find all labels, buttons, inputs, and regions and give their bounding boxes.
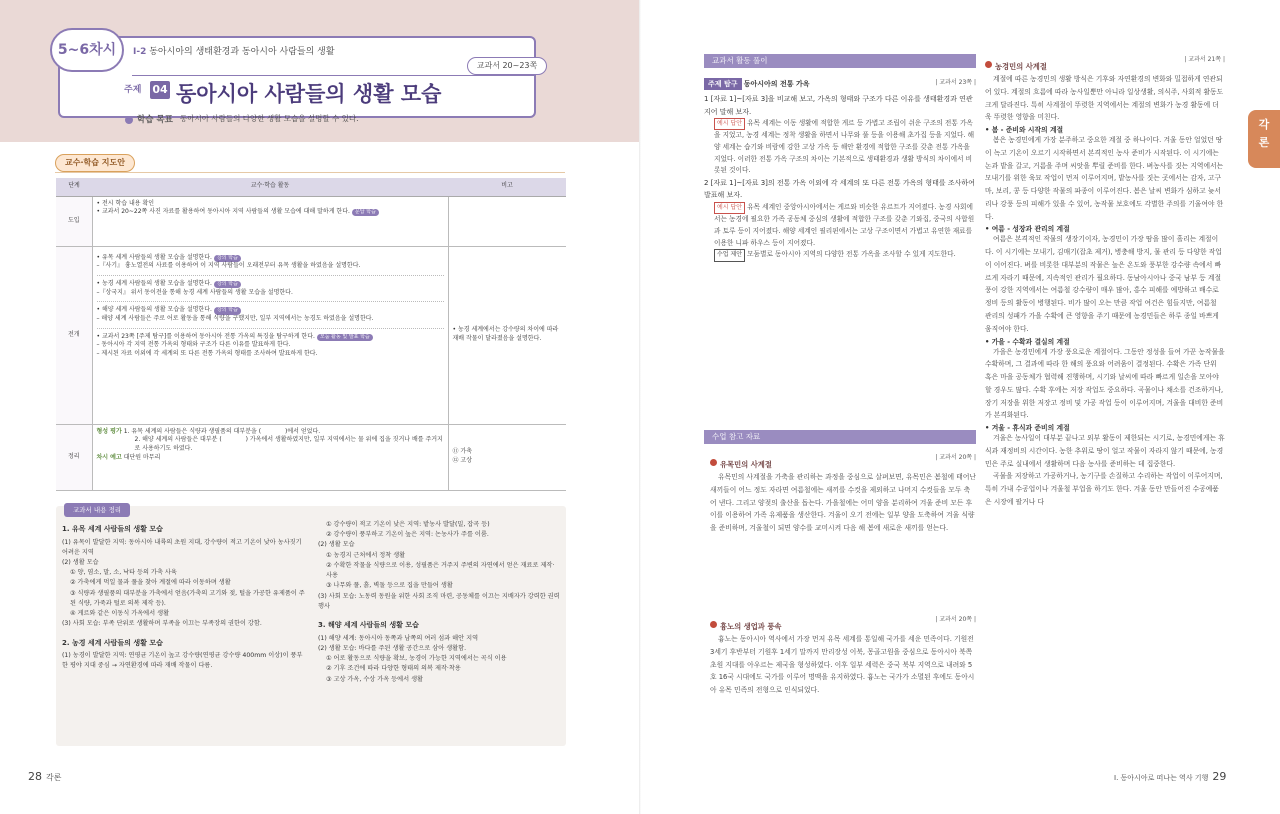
ref-page: | 교과서 21쪽 | bbox=[1184, 56, 1225, 63]
summary-line: (2) 생활 모습 bbox=[318, 541, 355, 549]
table-row bbox=[56, 246, 566, 424]
section-badge: 교수·학습 지도안 bbox=[55, 154, 135, 172]
topic-label: 주제 bbox=[124, 85, 142, 95]
summary-line: ③ 고상 가옥, 수상 가옥 등에서 생활 bbox=[326, 675, 424, 683]
summary-line: ① 양, 염소, 말, 소, 낙타 등의 가축 사육 bbox=[70, 569, 177, 577]
answer-tag: 예시 답안 bbox=[714, 202, 745, 215]
activity-text: – 동아시아 각 지역 전통 가옥의 형태와 구조가 다른 이유를 발표하게 한다. bbox=[96, 341, 291, 349]
page-number-right bbox=[1114, 770, 1226, 783]
page-gutter bbox=[639, 0, 641, 814]
summary-line: ② 강수량이 풍부하고 기온이 높은 지역: 논농사가 주를 이룸. bbox=[326, 531, 489, 539]
activity-block bbox=[97, 302, 444, 328]
reference-block-3 bbox=[985, 54, 1225, 509]
answer-1-text: 유목 세계는 이동 생활에 적합한 게르 등 가볍고 조립이 쉬운 구조의 전통 가옥을 지었고, 농경 세계는 정착 생활을 하면서 나무와 풀 등을 이용해 초가집 등을 지었다. 해양 세계는 습기와 비람에 강한 고상 가옥 등 해안 환경에 적합한 구조를 갖춘 전통 가옥을 지었다. 이러한 전통 가옥 구조의 차이는 기본적으로 생태환경과 생활 방식의 차이에서 비롯된 것이다. bbox=[714, 118, 975, 175]
season-heading: • 여름 - 성장과 관리의 계절 bbox=[985, 225, 1070, 234]
activity-text: • 교과서 20~22쪽 사진 자료를 활용하여 동아시아 지역 사람들의 생활 모습에 대해 말하게 한다. bbox=[96, 208, 350, 216]
ref-title: 농경민의 사계절 bbox=[995, 62, 1047, 71]
activity-column bbox=[704, 78, 976, 262]
summary-line: ① 농경지 근처에서 정착 생활 bbox=[326, 551, 406, 559]
ref-text: 흉노는 동아시아 역사에서 가장 먼저 유목 세계를 통일해 국가를 세운 민족이다. 기원전 3세기 후반부터 기원후 1세기 말까지 만리장성 이북, 몽골고원을 중심으로 동아시아 북쪽 초원 지대를 아우르는 제국을 형성하였다. 이후 일부 세력은 중국 북부 지역으로 내려와 5호 16국 시대에도 국가를 이루어 명맥을 유지하였다. 흉노는 국가가 소멸된 후에도 동아시아 유목 민족의 전형으로 인식되었다. bbox=[710, 635, 975, 695]
note-cell bbox=[448, 424, 566, 490]
unit-title bbox=[133, 44, 335, 57]
explore-ref: | 교과서 23쪽 | bbox=[935, 79, 976, 86]
summary-line: (3) 사회 모습: 부족 단위로 생활하며 부족을 이끄는 부족장의 권한이 강함. bbox=[62, 620, 262, 628]
next-text: 대단원 마무리 bbox=[123, 453, 161, 461]
season-heading: • 가을 - 수확과 결실의 계절 bbox=[985, 337, 1070, 346]
answer-tag: 예시 답안 bbox=[714, 118, 745, 131]
summary-heading: 3. 해양 세계 사람들의 생활 모습 bbox=[318, 621, 419, 630]
summary-line: (1) 해양 세계: 동아시아 동쪽과 남쪽의 여러 섬과 해안 지역 bbox=[318, 634, 479, 642]
summary-line: ④ 게르와 같은 이동식 가옥에서 생활 bbox=[70, 610, 170, 618]
activity-text: –『상국지』 위서 동이전을 통해 농경 세계 사람들의 생활 모습을 설명한다. bbox=[96, 288, 293, 296]
activity-cell bbox=[92, 246, 448, 424]
section-side-tab bbox=[1248, 110, 1280, 168]
activity-heading: 교과서 활동 풀이 bbox=[704, 54, 976, 68]
season-text: 여름은 본격적인 작물의 생장기이자, 농경민이 가장 땀을 많이 흘리는 계절이다. 이 시기에는 모내기, 김매기(잡초 제거), 병충해 방지, 물 관리 등 다양한 작업이 이어진다. 벼를 비롯한 대부분의 작물은 높은 온도와 풍부한 강수량 속에서 빠르게 자라기 때문에, 지속적인 관리가 필요하다. 동남아시아나 중국 남부 등 계절풍이 강한 지역에서는 여름철 강수량이 매우 많아, 홍수 피해를 예방하고 배수로 정비 등의 활동이 병행된다. 비가 많이 오는 만큼 작업 여건은 힘들지만, 여름철 관리의 성패가 가을 수확에 큰 영향을 주기 때문에 농경민들은 하루 종일 바쁘게 움직여야 한다. bbox=[985, 235, 1222, 333]
ref-title: 유목민의 사계절 bbox=[720, 460, 772, 469]
suggestion-text: 모둠별로 동아시아 지역의 다양한 전통 가옥을 조사할 수 있게 지도한다. bbox=[747, 250, 956, 259]
ref-title: 흉노의 생업과 풍속 bbox=[720, 622, 782, 631]
col-header-activity: 교수·학습 활동 bbox=[92, 178, 448, 196]
question-1: 1 [자료 1]~[자료 3]을 비교해 보고, 가옥의 형태와 구조가 다른 이유를 생태환경과 연관 지어 말해 보자. bbox=[704, 95, 973, 116]
activity-block bbox=[97, 329, 444, 363]
method-pill: 강의 학습 bbox=[214, 307, 241, 314]
summary-line: (1) 농경이 발달한 지역: 연평균 기온이 높고 강수량(연평균 강수량 400mm 이상)이 풍부한 평야 지대 중심 → 자연환경에 따라 재배 작물이 다름. bbox=[62, 652, 303, 670]
header-divider bbox=[132, 75, 536, 76]
answer-2: ⑫ 고상 bbox=[452, 457, 472, 464]
activity-text: – 제시된 자료 이외에 각 세계의 또 다른 전통 가옥의 형태를 조사하여 발표하게 한다. bbox=[96, 350, 318, 357]
activity-block bbox=[97, 276, 444, 302]
method-pill: 강의 학습 bbox=[214, 255, 241, 262]
topic-title: 동아시아 사람들의 생활 모습 bbox=[176, 82, 442, 106]
answer-2-text: 유목 세계인 중앙아시아에서는 게르와 비슷한 유르트가 지어졌다. 농경 사회에서는 농경에 필요한 가족 공동체 중심의 생활에 적합한 구조를 갖춘 기와집, 중국의 사합원과 토루 등이 지어졌다. 해양 세계인 필리핀에서는 고상 구조이면서 가볍고 유연한 재료를 이용한 니파 하우스 등이 지어졌다. bbox=[714, 202, 975, 247]
answer-1: ⑪ 가축 bbox=[452, 448, 472, 456]
summary-line: ③ 식량과 생필품의 대부분을 가축에서 얻음(가축의 고기와 젖, 털을 가공한 유제품이 주된 식량, 가죽과 털로 의복 제작 등). bbox=[70, 589, 305, 607]
page-num: 29 bbox=[1212, 770, 1227, 783]
next-label: 차시 예고 bbox=[96, 453, 122, 461]
summary-line: (2) 생활 모습 bbox=[62, 559, 99, 567]
note-cell bbox=[448, 196, 566, 246]
reference-heading: 수업 참고 자료 bbox=[704, 430, 976, 444]
summary-column-2 bbox=[318, 520, 560, 685]
page-num: 28 bbox=[28, 770, 42, 783]
summary-line: ③ 나무와 풀, 흙, 벽돌 등으로 집을 만들어 생활 bbox=[326, 582, 453, 590]
summary-heading: 2. 농경 세계 사람들의 생활 모습 bbox=[62, 638, 163, 647]
textbook-ref-tag: 교과서 20~23쪽 bbox=[467, 57, 547, 75]
goal-label: 학습 목표 bbox=[137, 115, 173, 125]
side-tab-label: 각론 bbox=[1258, 118, 1270, 149]
summary-line: (2) 생활 모습: 바다를 주된 생활 공간으로 삼아 생활함. bbox=[318, 644, 467, 652]
activity-text: – 해양 세계 사람들은 주로 어로 활동을 통해 식량을 구했지만, 일부 지역에서는 농경도 하였음을 설명한다. bbox=[96, 314, 374, 322]
stage-cell: 정리 bbox=[56, 424, 92, 490]
summary-line: ① 강수량이 적고 기온이 낮은 지역: 밭농사 발달(밀, 잡곡 등) bbox=[326, 521, 490, 528]
summary-line: (1) 유목이 발달한 지역: 동아시아 내륙의 초원 지대, 강수량이 적고 기온이 낮아 농사짓기 어려운 지역 bbox=[62, 538, 302, 556]
table-header-row bbox=[56, 178, 566, 196]
ref-page: | 교과서 20쪽 | bbox=[935, 454, 976, 461]
season-text: 곡물을 저장하고 가공하거나, 농기구를 손질하고 수리하는 작업이 이루어지며, 특히 가내 수공업이나 겨울철 부업을 하기도 한다. 겨울 동안 만들어진 수공예품은 시장에 팔거나 다 bbox=[985, 472, 1223, 506]
stage-cell: 전개 bbox=[56, 246, 92, 424]
col-header-stage: 단계 bbox=[56, 178, 92, 196]
unit-code: Ⅰ-2 bbox=[133, 47, 147, 57]
page-label: Ⅰ. 동아시아로 떠나는 역사 기행 bbox=[1114, 774, 1209, 782]
ref-text: 계절에 따른 농경민의 생활 방식은 기후와 자연환경의 변화와 밀접하게 연관되어 있다. 계절의 흐름에 따라 농사일뿐만 아니라 일상생활, 의식주, 사회적 활동도 크게 달라진다. 특히 사계절이 뚜렷한 지역에서는 계절의 변화가 농경 활동에 더욱 뚜렷한 영향을 미친다. bbox=[985, 75, 1224, 122]
activity-line: • 전시 학습 내용 확인 bbox=[96, 199, 155, 207]
summary-line: ② 가축에게 먹일 물과 풀을 찾아 계절에 따라 이동하며 생활 bbox=[70, 579, 231, 587]
summary-line: ② 수확한 작물을 식량으로 이용, 성필품은 거주지 주변의 자연에서 얻은 재료로 제작·사용 bbox=[326, 561, 555, 580]
activity-text: • 해양 세계 사람들의 생활 모습을 설명한다. bbox=[96, 306, 212, 314]
activity-text: • 교과서 23쪽 [주제 탐구]를 이용하여 동아시아 전통 가옥의 특징을 탐구하게 한다. bbox=[96, 332, 315, 340]
col-header-note: 비고 bbox=[448, 178, 566, 196]
activity-block bbox=[97, 250, 444, 276]
eval-q2: 2. 해양 세계의 사람들은 대부분 ( ) 가옥에서 생활하였지만, 일부 지역에서는 물 위에 집을 짓거나 배를 주거지로 사용하기도 하였다. bbox=[134, 436, 443, 452]
reference-block-2 bbox=[710, 614, 976, 697]
summary-tag: 교과서 내용 정리 bbox=[64, 503, 130, 517]
bullet-icon bbox=[710, 621, 717, 628]
period-badge: 5~6차시 bbox=[50, 28, 124, 72]
activity-line bbox=[97, 208, 444, 217]
summary-line: ① 어로 활동으로 식량을 확보, 농경이 가능한 지역에서는 곡식 이용 bbox=[326, 655, 507, 663]
summary-heading: 1. 유목 세계 사람들의 생활 모습 bbox=[62, 525, 163, 533]
method-pill: 강의 학습 bbox=[214, 281, 241, 288]
table-row bbox=[56, 196, 566, 246]
activity-text: –『사기』 흉노열전의 사료를 이용하여 이 지역 사람들이 오래전부터 유목 생활을 하였음을 설명한다. bbox=[96, 262, 361, 270]
goal-text: 동아시아 사람들의 다양한 생활 모습을 설명할 수 있다. bbox=[180, 114, 359, 123]
note-cell: • 농경 세계에서는 강수량의 차이에 따라 재배 작물이 달라졌음을 설명한다. bbox=[448, 246, 566, 424]
activity-cell bbox=[92, 196, 448, 246]
ref-page: | 교과서 20쪽 | bbox=[935, 616, 976, 623]
stage-cell: 도입 bbox=[56, 196, 92, 246]
method-pill: 문답 학습 bbox=[352, 209, 379, 216]
ref-text: 유목민의 사계절을 가축을 관리하는 과정을 중심으로 살펴보면, 유목민은 봄철에 태어난 새끼들이 어느 정도 자라면 여름철에는 새끼를 수컷을 제외하고 나머지 수컷들을 모두 축어 낸다. 그리고 양젖의 출산을 돕는다. 가을철에는 어미 양을 분리하여 겨울 준비 모든 후 이를 이용하여 가족 유제품을 생산한다. 겨울이 오기 전에는 일부 양을 도축하여 겨울 식량을 준비하며, 겨울철이 되면 양수를 교미시켜 다음 해 봄에 새로운 새끼를 얻는다. bbox=[710, 473, 976, 533]
eval-q1: 1. 유목 세계의 사람들은 식량과 생필품의 대부분을 ( )에서 얻었다. bbox=[123, 427, 321, 435]
page-label: 각론 bbox=[46, 773, 62, 782]
section-divider bbox=[55, 172, 565, 173]
method-pill: 모둠 활동 및 발표 학습 bbox=[317, 334, 373, 341]
topic-number: 04 bbox=[150, 81, 170, 99]
activity-cell bbox=[92, 424, 448, 490]
question-2: 2 [자료 1]~[자료 3]의 전통 가옥 이외에 각 세계의 또 다른 전통 가옥의 형태를 조사하여 발표해 보자. bbox=[704, 179, 975, 200]
summary-line: (3) 사회 모습: 노동력 동원을 위한 사회 조직 마련, 공동체를 이끄는 지배자가 강력한 권력 행사 bbox=[318, 592, 560, 610]
lesson-plan-table bbox=[56, 178, 566, 491]
season-text: 봄은 농경민에게 가장 분주하고 중요한 계절 중 하나이다. 겨울 동안 얼었던 땅이 녹고 기온이 오르기 시작하면서 본격적인 농사 준비가 시작된다. 이 시기에는 논과 밭을 갈고, 거름을 주며 씨앗을 뿌릴 준비를 한다. 벼농사를 짓는 지역에서는 모내기를 위한 육묘 작업이 먼저 이루어지며, 밭농사를 짓는 곳에서는 감자, 고구마, 보리, 콩 등 다양한 작물의 파종이 이루어진다. 봄은 날씨 변화가 심하고 늦서리나 강풍 등의 피해가 있을 수 있어, 농작물 보호에도 각별한 주의를 기울여야 한다. bbox=[985, 136, 1224, 221]
table-row bbox=[56, 424, 566, 490]
eval-label: 형성 평가 bbox=[96, 427, 122, 435]
explore-title: 동아시아의 전통 가옥 bbox=[743, 80, 810, 88]
unit-title-text: 동아시아의 생태환경과 동아시아 사람들의 생활 bbox=[149, 47, 335, 57]
summary-line: ② 기후 조건에 따라 다양한 형태의 의복 제작·착용 bbox=[326, 665, 461, 673]
goal-bullet-icon bbox=[125, 116, 133, 124]
reference-block-1 bbox=[710, 452, 976, 535]
suggestion-tag: 수업 제안 bbox=[714, 249, 745, 262]
explore-label: 주제 탐구 bbox=[704, 78, 742, 90]
season-text: 겨울은 농사일이 대부분 끝나고 외부 활동이 제한되는 시기로, 농경민에게는 휴식과 재정비의 시간이다. 농한 추위로 땅이 얼고 작물이 자라지 않기 때문에, 농경민은 주로 실내에서 생활하며 다음 농사를 준비하는 데 집중한다. bbox=[985, 434, 1225, 468]
season-text: 가을은 농경민에게 가장 풍요로운 계절이다. 그동안 정성을 들여 가꾼 농작물을 수확하며, 그 결과에 따라 한 해의 풍요와 어려움이 결정된다. 수확은 가족 단위 혹은 마을 공동체가 협력해 진행하며, 시기와 날씨에 따라 빠르게 일손을 모아야 할 경우도 많다. 수확 후에는 저장 작업도 중요하다. 곡물이나 채소를 건조하거나, 장기 저장을 위한 저장고 정비 및 가공 작업 등이 이루어지며, 겨울을 대비한 준비가 본격화된다. bbox=[985, 347, 1225, 420]
bullet-icon bbox=[710, 459, 717, 466]
activity-text: • 유목 세계 사람들의 생활 모습을 설명한다. bbox=[96, 253, 212, 261]
season-heading: • 겨울 - 휴식과 준비의 계절 bbox=[985, 424, 1070, 433]
summary-column-1 bbox=[62, 520, 308, 672]
page-number-left bbox=[28, 770, 61, 783]
season-heading: • 봄 - 준비와 시작의 계절 bbox=[985, 126, 1064, 135]
activity-text: • 농경 세계 사람들의 생활 모습을 설명한다. bbox=[96, 279, 212, 287]
bullet-icon bbox=[985, 61, 992, 68]
